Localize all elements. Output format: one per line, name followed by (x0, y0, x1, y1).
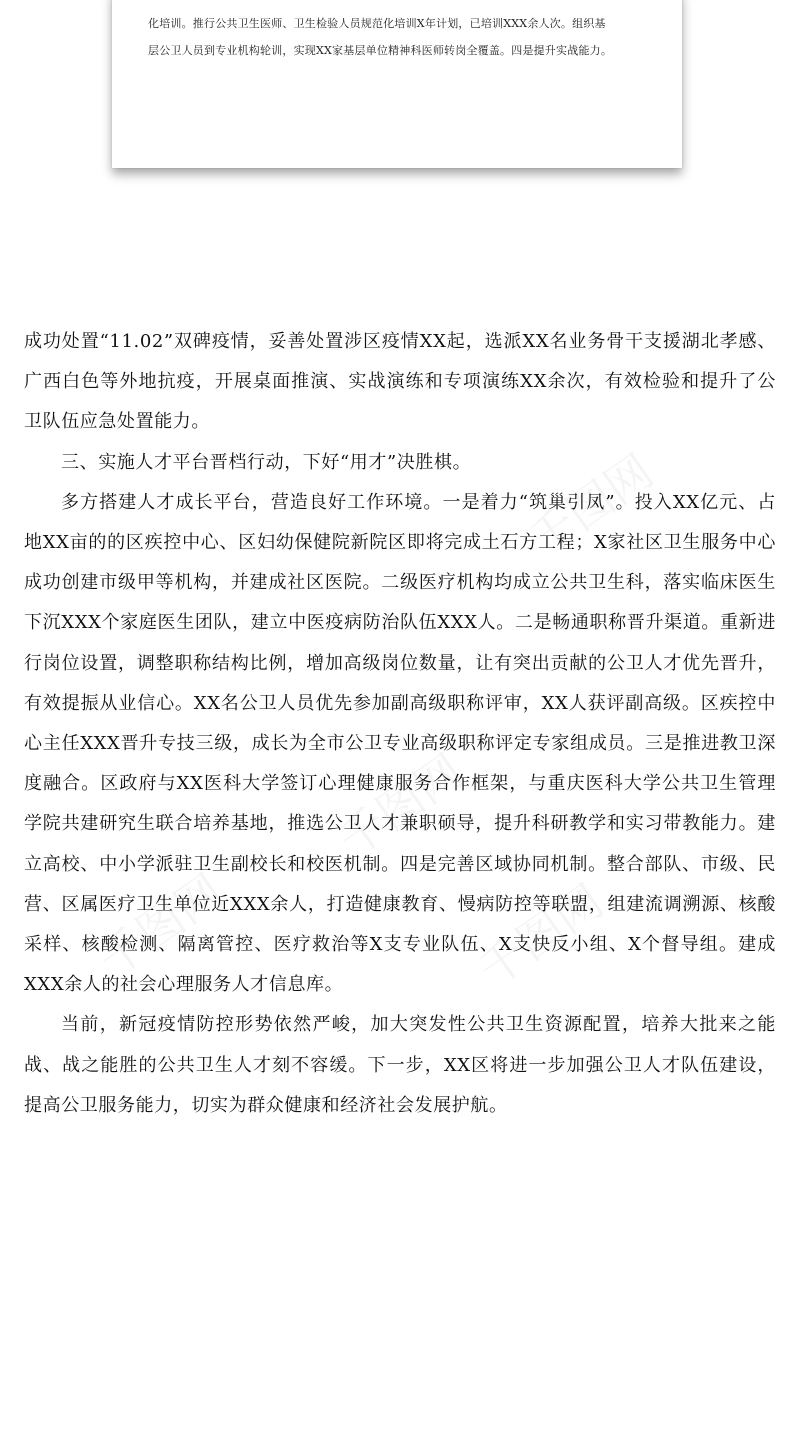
document-preview-card (112, 0, 682, 168)
preview-line-2: 层公卫人员到专业机构轮训，实现XX家基层单位精神科医师转岗全覆盖。四是提升实战能力。 (148, 44, 613, 57)
document-body (24, 322, 776, 1126)
paragraph-talent-platform: 多方搭建人才成长平台，营造良好工作环境。一是着力“筑巢引凤”。投入XX亿元、占地XX亩的的区疾控中心、区妇幼保健院新院区即将完成土石方工程；X家社区卫生服务中心成功创建市级甲等机构，并建成社区医院。二级医疗机构均成立公共卫生科，落实临床医生下沉XXX个家庭医生团队，建立中医疫病防治队伍XXX人。二是畅通职称晋升渠道。重新进行岗位设置，调整职称结构比例，增加高级岗位数量，让有突出贡献的公卫人才优先晋升，有效提振从业信心。XX名公卫人员优先参加副高级职称评审，XX人获评副高级。区疾控中心主任XXX晋升专技三级，成长为全市公卫专业高级职称评定专家组成员。三是推进教卫深度融合。区政府与XX医科大学签订心理健康服务合作框架，与重庆医科大学公共卫生管理学院共建研究生联合培养基地，推选公卫人才兼职硕导，提升科研教学和实习带教能力。建立高校、中小学派驻卫生副校长和校医机制。四是完善区域协同机制。整合部队、市级、民营、区属医疗卫生单位近XXX余人，打造健康教育、慢病防控等联盟，组建流调溯源、核酸采样、核酸检测、隔离管控、医疗救治等X支专业队伍、X支快反小组、X个督导组。建成XXX余人的社会心理服务人才信息库。 (24, 491, 776, 996)
section-heading-talent-platform: 三、实施人才平台晋档行动，下好“用才”决胜棋。 (61, 451, 472, 473)
paragraph-emergency-response: 成功处置“11.02”双碑疫情，妥善处置涉区疫情XX起，选派XX名业务骨干支援湖北孝感、广西白色等外地抗疫，开展桌面推演、实战演练和专项演练XX余次，有效检验和提升了公卫队伍应急处置能力。 (24, 331, 776, 433)
paragraph-conclusion: 当前，新冠疫情防控形势依然严峻，加大突发性公共卫生资源配置，培养大批来之能战、战之能胜的公共卫生人才刻不容缓。下一步，XX区将进一步加强公卫人才队伍建设，提高公卫服务能力，切实为群众健康和经济社会发展护航。 (24, 1014, 776, 1116)
preview-line-1: 化培训。推行公共卫生医师、卫生检验人员规范化培训X年计划，已培训XXX余人次。组织基 (148, 17, 606, 30)
preview-text (148, 10, 648, 64)
